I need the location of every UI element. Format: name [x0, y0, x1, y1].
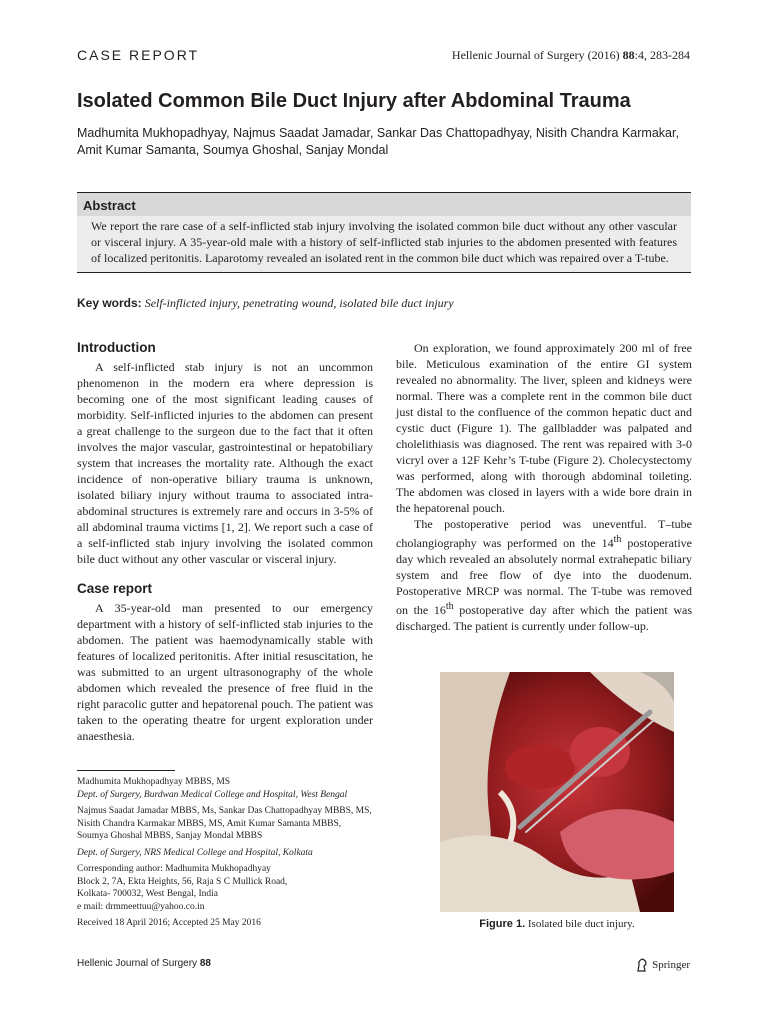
footnote-rule	[77, 770, 175, 771]
section-label: CASE REPORT	[77, 47, 200, 63]
postoperative-text: The postoperative period was uneventful. T–tube cholangiography was performed on the 14th postoperative day which revealed an absolutely normal extrahepatic biliary system and free flow of dye into the duodenum. Postoperative MRCP was normal. The T-tube was removed on the 16th postoperative day after which the patient was discharged. The patient is currently under follow-up.	[396, 517, 692, 633]
case-report-text: A 35-year-old man presented to our emergency department with a history of self-inflicted stab injuries to the abdomen. The patient was haemodynamically stable with features of localized peritonitis. After initial resuscitation, he was submitted to an urgent ultrasonography of the whole abdomen which revealed the presence of free fluid in the right paracolic gutter and hepatorenal pouch. The patient was taken to the operating theatre for urgent exploration under anaesthesia.	[77, 601, 373, 743]
footnote-affiliation: Dept. of Surgery, NRS Medical College and Hospital, Kolkata	[77, 847, 313, 858]
introduction-heading: Introduction	[77, 340, 156, 355]
author-footnotes	[77, 776, 377, 913]
corresponding-author: Corresponding author: Madhumita Mukhopadhyay	[77, 864, 271, 874]
keywords-text: Self-inflicted injury, penetrating wound, isolated bile duct injury	[144, 296, 454, 310]
address-line: Kolkata- 700032, West Bengal, India	[77, 889, 219, 899]
case-report-heading: Case report	[77, 581, 153, 596]
abstract-heading: Abstract	[77, 193, 691, 216]
abstract-box	[77, 192, 691, 273]
author-list	[77, 125, 697, 159]
surgical-photo-illustration	[440, 672, 674, 912]
figure-label: Figure 1.	[479, 918, 526, 930]
keywords-label: Key words:	[77, 296, 142, 310]
address-line: Block 2, 7A, Ekta Heights, 56, Raja S C Mullick Road,	[77, 876, 288, 887]
figure-caption	[440, 918, 674, 930]
exploration-text: On exploration, we found approximately 200 ml of free bile. Meticulous examination of the entire GI system revealed no abnormality. The liver, spleen and kidneys were normal. There was a complete rent in the common bile duct just distal to the confluence of the common hepatic duct and cystic duct (Figure 1). The gallbladder was palpated and cholelithiasis was diagnosed. The rent was repaired with 3-0 vicryl over a 12F Kehr’s T-tube (Figure 2). Cholecystectomy was performed, along with thorough abdominal toileting. The abdomen was closed in layers with a wide bore drain in the hepatorenal pouch.	[396, 341, 692, 515]
email-line: e mail: drmmeettuu@yahoo.co.in	[77, 901, 205, 912]
footer-journal: Hellenic Journal of Surgery 88	[77, 958, 211, 969]
abstract-text: We report the rare case of a self-inflicted stab injury involving the isolated common bile duct without any other vascular or visceral injury. A 35-year-old male with a history of self-inflicted stab injuries to the abdomen presented with features of localized peritonitis. Laparotomy revealed an isolated rent in the common bile duct which was repaired over a T-tube.	[77, 216, 691, 272]
right-column	[396, 340, 692, 634]
publisher-logo	[636, 958, 690, 972]
figure-1-photo	[440, 672, 674, 912]
footnote-line: Soumya Ghoshal MBBS, Sanjay Mondal MBBS	[77, 831, 263, 841]
article-title: Isolated Common Bile Duct Injury after Abdominal Trauma	[77, 90, 631, 112]
author-line: Madhumita Mukhopadhyay, Najmus Saadat Jamadar, Sankar Das Chattopadhyay, Nisith Chandra Karmakar,	[77, 126, 679, 140]
journal-issue-pages: :4, 283-284	[634, 48, 690, 62]
footnote-line: Nisith Chandra Karmakar MBBS, MS, Amit Kumar Samanta MBBS,	[77, 818, 342, 829]
figure-caption-text: Isolated bile duct injury.	[525, 918, 635, 930]
publisher-name: Springer	[652, 959, 690, 971]
received-dates: Received 18 April 2016; Accepted 25 May 2016	[77, 918, 261, 928]
introduction-text: A self-inflicted stab injury is not an uncommon phenomenon in the modern era where depression is becoming one of the most significant leading causes of morbidity. Self-inflicted injuries to the abdomen can present a great challenge to the surgeon due to the fact that it often involves the major vascular, gastrointestinal or hepatobiliary system that increases the mortality rate. Although the exact incidence of non-operative biliary trauma is unknown, isolated biliary injury without trauma to associated intra-abdominal structures is extremely rare and occurs in 3-5% of all abdominal trauma victims [1, 2]. We report such a case of a self-inflicted stab injury involving the isolated common bile duct without any other vascular or visceral injury.	[77, 360, 373, 566]
left-column	[77, 340, 373, 744]
journal-volume: 88	[622, 48, 635, 62]
keywords	[77, 296, 454, 311]
footnote-affiliation: Dept. of Surgery, Burdwan Medical College and Hospital, West Bengal	[77, 789, 348, 800]
springer-horse-icon	[636, 958, 648, 972]
journal-name: Hellenic Journal of Surgery (2016)	[451, 48, 623, 62]
footnote-line: Madhumita Mukhopadhyay MBBS, MS	[77, 777, 231, 787]
author-line: Amit Kumar Samanta, Soumya Ghoshal, Sanjay Mondal	[77, 143, 389, 157]
page-number: 88	[199, 958, 211, 969]
footnote-line: Najmus Saadat Jamadar MBBS, Ms, Sankar Das Chattopadhyay MBBS, MS,	[77, 806, 372, 816]
journal-reference	[452, 48, 690, 63]
